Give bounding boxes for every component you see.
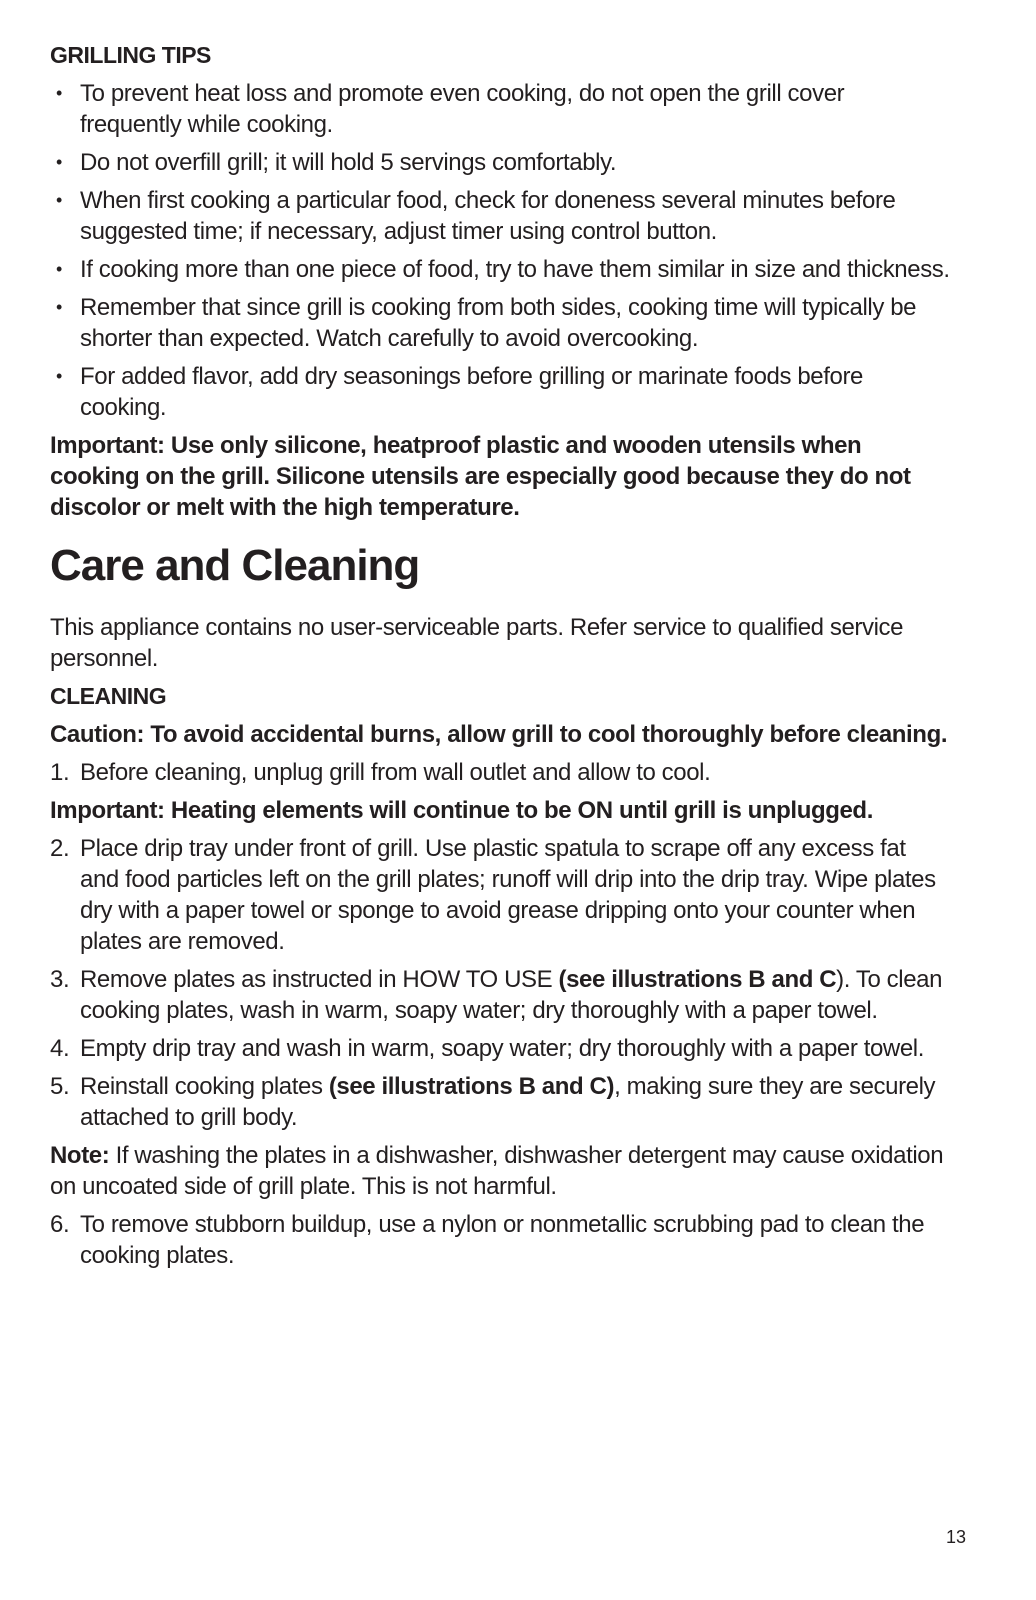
step-number: 1. [50,759,70,786]
tip-text: For added flavor, add dry seasonings before grilling or marinate foods before cooking. [80,363,864,421]
step-text: To remove stubborn buildup, use a nylon or nonmetallic scrubbing pad to clean the cooking plates. [80,1211,925,1269]
step-text: Remove plates as instructed in HOW TO USE [80,966,559,993]
list-item [50,757,950,788]
list-item [50,1033,950,1064]
list-item [50,1209,950,1271]
step-number: 6. [50,1211,70,1238]
grilling-tips-list [50,78,950,423]
illustration-reference: (see illustrations B and C [558,966,837,993]
cleaning-steps-3 [50,1209,950,1271]
tip-text: When first cooking a particular food, check for doneness several minutes before suggested time; if necessary, adjust timer using control button. [80,187,896,245]
bullet-icon: • [56,297,62,317]
step-text: ). To clean cooking plates, wash in warm, soapy water; dry thoroughly with a paper towel. [80,966,943,1024]
step-text: Place drip tray under front of grill. Use plastic spatula to scrape off any excess fat and food particles left on the grill plates; runoff will drip into the drip tray. Wipe plates dry with a paper towel or sponge to avoid grease dripping onto your counter when plates are removed. [80,835,936,955]
list-item [50,964,950,1026]
bullet-icon: • [56,152,62,172]
list-item [50,254,950,285]
section-title: Care and Cleaning [50,541,420,590]
cleaning-steps-2 [50,833,950,1133]
list-item [50,361,950,423]
cleaning-heading: CLEANING [50,683,167,709]
note-text: If washing the plates in a dishwasher, dishwasher detergent may cause oxidation on uncoated side of grill plate. This is not harmful. [50,1142,944,1200]
list-item [50,147,950,178]
step-number: 2. [50,835,70,862]
tip-text: To prevent heat loss and promote even cooking, do not open the grill cover frequently while cooking. [80,80,845,138]
step-number: 3. [50,966,70,993]
list-item [50,78,950,140]
important-heating-note: Important: Heating elements will continue to be ON until grill is unplugged. [50,797,873,824]
list-item [50,1071,950,1133]
dishwasher-note [50,1140,950,1202]
bullet-icon: • [56,190,62,210]
note-label: Note: [50,1142,110,1169]
tip-text: Do not overfill grill; it will hold 5 servings comfortably. [80,149,617,176]
step-number: 5. [50,1073,70,1100]
step-text: Empty drip tray and wash in warm, soapy water; dry thoroughly with a paper towel. [80,1035,924,1062]
tip-text: Remember that since grill is cooking from both sides, cooking time will typically be shorter than expected. Watch carefully to avoid overcooking. [80,294,917,352]
tip-text: If cooking more than one piece of food, try to have them similar in size and thickness. [80,256,950,283]
list-item [50,833,950,957]
illustration-reference: (see illustrations B and C) [328,1073,615,1100]
step-text: , making sure they are securely attached to grill body. [80,1073,936,1131]
step-number: 4. [50,1035,70,1062]
list-item [50,292,950,354]
step-text: Before cleaning, unplug grill from wall outlet and allow to cool. [80,759,711,786]
list-item [50,185,950,247]
caution-note: Caution: To avoid accidental burns, allow grill to cool thoroughly before cleaning. [50,721,948,748]
intro-paragraph: This appliance contains no user-serviceable parts. Refer service to qualified service personnel. [50,614,904,672]
bullet-icon: • [56,83,62,103]
manual-page [50,40,950,1278]
important-utensils-note: Important: Use only silicone, heatproof plastic and wooden utensils when cooking on the grill. Silicone utensils are especially good because they do not discolor or melt with the high temperature. [50,432,911,521]
page-number: 13 [945,1527,966,1547]
grilling-tips-heading: GRILLING TIPS [50,42,211,68]
cleaning-steps-1 [50,757,950,788]
bullet-icon: • [56,366,62,386]
bullet-icon: • [56,259,62,279]
step-text: Reinstall cooking plates [80,1073,329,1100]
